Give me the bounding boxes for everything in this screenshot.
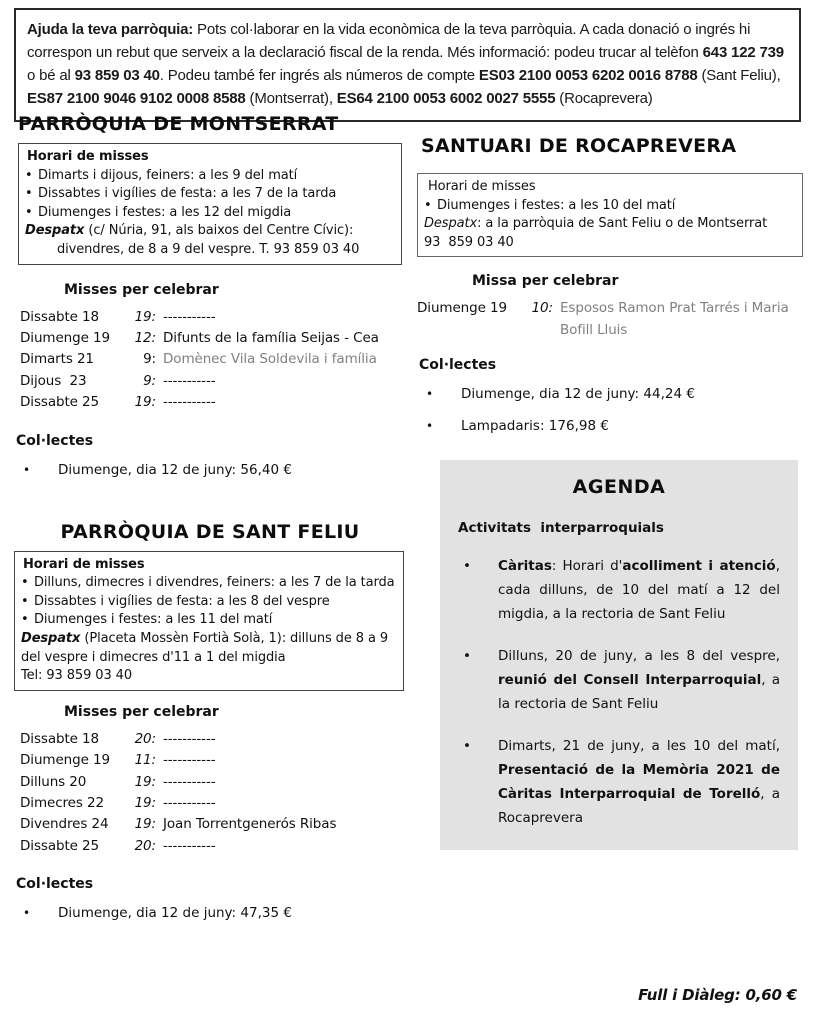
- mass-time: 12:: [134, 329, 156, 346]
- agenda-item: [458, 554, 780, 626]
- mass-intention: Esposos Ramon Prat Tarrés i Maria Bofill Lluis: [560, 300, 789, 338]
- text-segment: 643 122 739: [702, 44, 784, 61]
- collectes-heading: Col·lectes: [16, 876, 94, 893]
- mass-intention: -----------: [163, 730, 216, 747]
- list-item-text: Diumenge, dia 12 de juny: 44,24 €: [461, 386, 695, 403]
- mass-day: Diumenge 19: [20, 329, 110, 346]
- schedule-bullet: [424, 197, 796, 216]
- donation-notice-box: [14, 8, 801, 122]
- mass-day: Dissabte 25: [20, 394, 100, 411]
- schedule-bullet: [21, 593, 397, 612]
- despatx-line: [424, 215, 796, 234]
- mass-intention: -----------: [163, 794, 216, 811]
- mass-row: [20, 371, 406, 392]
- despatx-line2: divendres, de 8 a 9 del vespre. T. 93 859 03 40: [57, 241, 360, 257]
- bullet-icon: •: [463, 648, 471, 665]
- list-item-text: Dissabtes i vigílies de festa: a les 8 del vespre: [34, 593, 330, 609]
- bullet-icon: •: [23, 462, 31, 477]
- text-segment: Dilluns, 20 de juny, a les 8 del vespre,: [498, 648, 780, 665]
- masses-heading: Misses per celebrar: [64, 703, 219, 720]
- text-segment: (Rocaprevera): [555, 90, 653, 107]
- agenda-item: [458, 734, 780, 830]
- rocaprevera-mass-list: [417, 298, 803, 341]
- mass-day: Dimarts 21: [20, 351, 94, 368]
- collecte-item: [14, 460, 406, 480]
- mass-row: [20, 793, 406, 814]
- text-segment: o bé al: [27, 67, 75, 84]
- montserrat-title: PARRÒQUIA DE MONTSERRAT: [18, 113, 339, 135]
- mass-intention: -----------: [163, 773, 216, 790]
- despatx-label: Despatx: [21, 630, 81, 646]
- bullet-icon: •: [25, 167, 33, 183]
- text-segment: . Podeu també fer ingrés als números de compte: [159, 67, 479, 84]
- schedule-heading: Horari de misses: [23, 556, 145, 572]
- mass-row: [20, 729, 406, 750]
- list-item-text: Diumenges i festes: a les 10 del matí: [437, 197, 676, 213]
- mass-day: Dijous 23: [20, 372, 87, 389]
- text-segment: ES64 2100 0053 6002 0027 5555: [336, 90, 556, 107]
- list-item-text: Dimarts i dijous, feiners: a les 9 del matí: [38, 167, 298, 183]
- mass-row: [20, 307, 406, 328]
- mass-row: [417, 298, 803, 341]
- mass-intention: Difunts de la família Seijas - Cea: [163, 329, 379, 346]
- list-item-text: Dissabtes i vigílies de festa: a les 7 de la tarda: [38, 186, 337, 202]
- masses-heading: Missa per celebrar: [472, 273, 619, 290]
- text-segment: (Sant Feliu),: [697, 67, 781, 84]
- text-segment: Presentació de la Memòria 2021 de Càritas Interparroquial de Torelló: [498, 762, 780, 803]
- agenda-item-text: [498, 644, 780, 716]
- text-segment: , a Rocaprevera: [498, 786, 780, 827]
- text-segment: 93 859 03 40: [74, 67, 160, 84]
- despatx-label: Despatx: [25, 223, 85, 239]
- bullet-icon: •: [21, 575, 29, 591]
- mass-day: Dimecres 22: [20, 794, 104, 811]
- right-column: [417, 134, 803, 850]
- mass-row: [20, 349, 406, 370]
- collectes-heading: Col·lectes: [16, 432, 94, 449]
- bullet-icon: •: [21, 612, 29, 628]
- collecte-item: [417, 416, 803, 436]
- text-segment: Dimarts, 21 de juny, a les 10 del matí,: [498, 738, 780, 755]
- mass-time: 10:: [531, 300, 553, 317]
- mass-time: 11:: [134, 752, 156, 769]
- text-segment: (Montserrat),: [245, 90, 337, 107]
- montserrat-schedule-box: [18, 143, 402, 265]
- mass-time: 20:: [134, 837, 156, 854]
- list-item-text: Diumenge, dia 12 de juny: 56,40 €: [58, 461, 292, 478]
- mass-intention: Joan Torrentgenerós Ribas: [163, 816, 337, 833]
- santfeliu-mass-list: [20, 729, 406, 857]
- schedule-bullet: [25, 204, 395, 223]
- bullet-icon: •: [21, 593, 29, 609]
- despatx-label: Despatx: [424, 216, 478, 232]
- montserrat-collectes: [14, 460, 406, 480]
- text-segment: Pots col·laborar en la vida econòmica de la teva parròquia. A cada donació o ingrés hi correspon un rebut que serveix a la declaració fiscal de la renda. Més informació: podeu trucar al telèfon: [27, 21, 751, 61]
- collecte-item: [417, 384, 803, 404]
- collecte-item: [14, 903, 406, 923]
- mass-time: 20:: [134, 730, 156, 747]
- bullet-icon: •: [23, 906, 31, 921]
- schedule-bullet: [25, 185, 395, 204]
- text-segment: : Horari d': [551, 558, 623, 575]
- text-segment: ES03 2100 0053 6202 0016 8788: [478, 67, 698, 84]
- text-segment: Ajuda la teva parròquia:: [27, 21, 194, 38]
- mass-day: Diumenge 19: [417, 300, 507, 317]
- mass-time: 9:: [143, 351, 156, 368]
- text-segment: , a la rectoria de Sant Feliu: [498, 672, 780, 713]
- despatx-text: (c/ Núria, 91, als baixos del Centre Cívic):: [84, 223, 354, 239]
- mass-intention: Domènec Vila Soldevila i família: [163, 351, 377, 368]
- mass-row: [20, 836, 406, 857]
- bullet-icon: •: [426, 387, 434, 402]
- text-segment: acolliment i atenció: [622, 558, 776, 575]
- santfeliu-title: PARRÒQUIA DE SANT FELIU: [60, 520, 360, 543]
- donation-notice-text: [27, 21, 784, 107]
- schedule-bullet: [25, 167, 395, 186]
- mass-day: Dissabte 18: [20, 730, 100, 747]
- phone-line: 93 859 03 40: [424, 234, 514, 250]
- bullet-icon: •: [426, 419, 434, 434]
- text-segment: reunió del Consell Interparroquial: [498, 672, 762, 689]
- rocaprevera-title: SANTUARI DE ROCAPREVERA: [421, 135, 737, 157]
- list-item-text: Diumenge, dia 12 de juny: 47,35 €: [58, 905, 292, 922]
- mass-time: 19:: [134, 816, 156, 833]
- bullet-icon: •: [424, 197, 432, 213]
- agenda-box: [440, 460, 798, 850]
- despatx-text: (Placeta Mossèn Fortià Solà, 1): dilluns de 8 a 9 del vespre i dimecres d'11 a 1 del migdia: [21, 630, 389, 665]
- telephone-line: Tel: 93 859 03 40: [21, 668, 132, 684]
- masses-heading: Misses per celebrar: [64, 281, 219, 298]
- schedule-bullets: [424, 197, 796, 216]
- rocaprevera-collectes: [417, 384, 803, 436]
- mass-time: 19:: [134, 773, 156, 790]
- mass-day: Diumenge 19: [20, 752, 110, 769]
- mass-day: Divendres 24: [20, 816, 109, 833]
- bullet-icon: •: [25, 186, 33, 202]
- bullet-icon: •: [25, 204, 33, 220]
- text-segment: Càritas: [498, 558, 552, 575]
- despatx-text: : a la parròquia de Sant Feliu o de Montserrat: [477, 216, 768, 232]
- agenda-item-text: [498, 734, 780, 830]
- mass-row: [20, 328, 406, 349]
- text-segment: , cada dilluns, de 10 del matí a 12 del migdia, a la rectoria de Sant Feliu: [498, 558, 780, 623]
- price-note: Full i Diàleg: 0,60 €: [638, 986, 797, 1004]
- mass-intention: -----------: [163, 372, 216, 389]
- despatx-line: [25, 222, 395, 241]
- mass-time: 9:: [143, 372, 156, 389]
- agenda-subtitle: Activitats interparroquials: [458, 520, 664, 537]
- list-item-text: Diumenges i festes: a les 11 del matí: [34, 612, 273, 628]
- agenda-title: AGENDA: [572, 476, 666, 499]
- collectes-heading: Col·lectes: [419, 357, 497, 374]
- list-item-text: Diumenges i festes: a les 12 del migdia: [38, 204, 292, 220]
- schedule-heading: Horari de misses: [428, 179, 536, 194]
- despatx-line: [21, 630, 397, 667]
- mass-row: [20, 772, 406, 793]
- list-item-text: Lampadaris: 176,98 €: [461, 418, 609, 435]
- schedule-bullets: [25, 167, 395, 223]
- mass-intention: -----------: [163, 394, 216, 411]
- list-item-text: Dilluns, dimecres i divendres, feiners: a les 7 de la tarda: [34, 575, 395, 591]
- mass-row: [20, 750, 406, 771]
- montserrat-mass-list: [20, 307, 406, 414]
- schedule-bullet: [21, 611, 397, 630]
- mass-intention: -----------: [163, 752, 216, 769]
- bullet-icon: •: [463, 558, 471, 575]
- santfeliu-schedule-box: [14, 551, 404, 691]
- text-segment: ES87 2100 9046 9102 0008 8588: [27, 90, 246, 107]
- mass-time: 19:: [134, 308, 156, 325]
- schedule-bullet: [21, 574, 397, 593]
- mass-day: Dissabte 18: [20, 308, 100, 325]
- rocaprevera-schedule-box: [417, 173, 803, 257]
- mass-time: 19:: [134, 394, 156, 411]
- agenda-items: [458, 554, 780, 830]
- schedule-bullets: [21, 574, 397, 630]
- agenda-item-text: [498, 554, 780, 626]
- mass-intention: -----------: [163, 837, 216, 854]
- mass-row: [20, 814, 406, 835]
- mass-time: 19:: [134, 794, 156, 811]
- mass-day: Dissabte 25: [20, 837, 100, 854]
- santfeliu-collectes: [14, 903, 406, 923]
- agenda-item: [458, 644, 780, 716]
- mass-row: [20, 392, 406, 413]
- bullet-icon: •: [463, 738, 471, 755]
- schedule-heading: Horari de misses: [27, 149, 149, 164]
- mass-day: Dilluns 20: [20, 773, 87, 790]
- left-column: [14, 112, 406, 935]
- mass-intention: -----------: [163, 308, 216, 325]
